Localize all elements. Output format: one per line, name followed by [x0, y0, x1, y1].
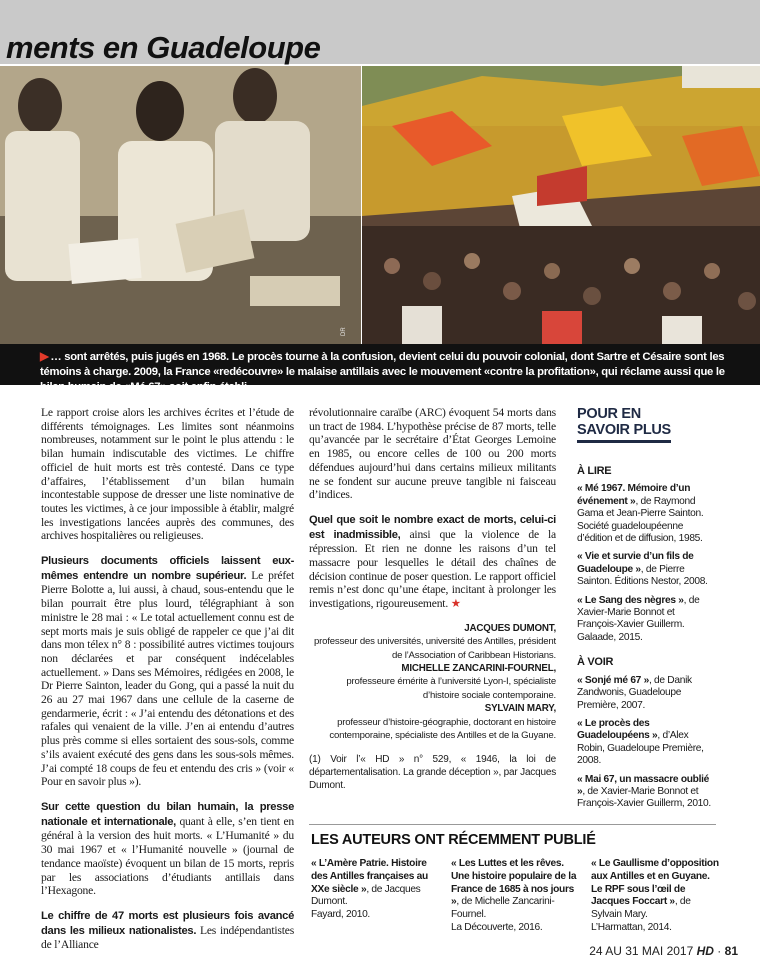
- paragraph-body: ainsi que la violence de la répression. Et rien ne donne les raisons d’un tel massacre pour lesquelles le détail des chaînes de décision continue de poser question. Le rapport officiel remis n’est donc qu’une étape, incitant à prolonger les investigations, rigoureusement.: [309, 527, 556, 611]
- book-publisher: L’Harmattan, 2014.: [591, 921, 672, 933]
- issue-date: 24 AU 31 MAI 2017: [589, 944, 694, 958]
- paragraph-body: Le préfet Pierre Bolotte a, lui aussi, à chaud, sous-entendu que le bilan pourrait être plus lourd, télégraphiant à son ministre le 28 mai : « Le total actuellement connu est de sept morts mais je suis obligé de rappeler ce que j’ai dit dans mon télex n° 8 : possibilité autres victimes toujours non déclarées et par conséquent indécelables actuellement. » Dans ses Mémoires, rédigées en 2008, le Dr Pierre Sainton, leader du Gong, qui a passé la nuit du 26 au 27 mai 1967 dans une cellule de la caserne de gendarmerie, écrit : « J’ai entendu des détonations et des rafales qui venaient de la ville. J’en ai entendu d’autres plus près comme si elles sortaient des sous-sols, comme s’ils avaient exécuté des gens dans les sous-sols mêmes. J’ai compté 18 coups de feu et entendu des cris » (voir « Pour en savoir plus »).: [41, 568, 294, 789]
- paragraph-body: Les indépendantistes de l’Alliance: [41, 923, 295, 952]
- book-title: « Le Gaullisme d’opposition aux Antilles et en Guyane. Le RPF sous l’œil de Jacques Foccart »: [591, 858, 719, 908]
- archive-photo-illustration: [0, 66, 361, 344]
- author-name: MICHELLE ZANCARINI-FOURNEL,: [401, 663, 556, 675]
- author-role: professeure émérite à l’université Lyon-I, spécialiste d’histoire sociale contemporaine.: [346, 676, 556, 701]
- item-title: « Vie et survie d’un fils de Guadeloupe »: [577, 551, 694, 575]
- list-item: [577, 718, 714, 768]
- book-publisher: Fayard, 2010.: [311, 909, 370, 921]
- book-entry: [451, 858, 583, 935]
- list-item: [577, 774, 714, 811]
- end-star-icon: ★: [450, 597, 461, 611]
- paragraph-lead: Plusieurs documents officiels laissent eux-mêmes entendre un nombre supérieur.: [41, 555, 294, 582]
- item-details: , de Raymond Gama et Jean-Pierre Sainton. Société guadeloupéenne d’édition et de diffusion, 1985.: [577, 495, 704, 545]
- list-item: [577, 483, 714, 545]
- paragraph-body: quant à elle, s’en tient en général à la version des huit morts. « L’Humanité » du 30 mai 1967 et « l’Humanité nouvelle » (journal de tendance maoïste) évoquent un bilan de 15 morts, repris par les associations d’étudiants antillais dans l’Hexagone.: [41, 814, 294, 898]
- author-role: professeur d’histoire-géographie, doctorant en histoire contemporaine, spécialiste des Antilles et de la Guyane.: [329, 716, 556, 742]
- author-name: JACQUES DUMONT,: [464, 622, 556, 634]
- book-title: « L’Amère Patrie. Histoire des Antilles françaises au XXe siècle »: [311, 858, 428, 895]
- item-title: « Mai 67, un massacre oublié »: [577, 773, 710, 797]
- crowd-photo-illustration: [362, 66, 760, 344]
- paragraph-lead: Quel que soit le nombre exact de morts, celui-ci est inadmissible,: [309, 513, 556, 541]
- article-headline: ments en Guadeloupe: [6, 30, 321, 65]
- footnote: (1) Voir l’« HD » n° 529, « 1946, la loi de départementalisation. La grande déception », par Jacques Dumont.: [309, 753, 556, 791]
- paragraph: [41, 800, 294, 898]
- crowd-photo: [362, 66, 760, 344]
- author-name: SYLVAIN MARY,: [484, 703, 556, 715]
- list-item: [577, 551, 714, 588]
- book-author: , de Jacques Dumont.: [311, 883, 421, 908]
- read-heading: À LIRE: [577, 465, 612, 477]
- section-divider: [309, 824, 716, 825]
- book-title: « Les Luttes et les rêves. Une histoire populaire de la France de 1685 à nos jours »: [451, 858, 577, 908]
- item-details: , de Pierre Sainton. Éditions Nestor, 2008.: [577, 563, 708, 588]
- paragraph: [41, 909, 294, 952]
- sidebar-title: [577, 406, 671, 443]
- sidebar-title-line: POUR EN: [577, 406, 641, 422]
- paragraph-lead: Sur cette question du bilan humain, la presse nationale et internationale,: [41, 800, 294, 828]
- item-title: « Sonjé mé 67 »: [577, 674, 649, 686]
- paragraph-lead: Le chiffre de 47 morts est plusieurs fois avancé dans les milieux nationalistes.: [41, 909, 294, 937]
- paragraph: révolutionnaire caraïbe (ARC) évoquent 54 morts dans un tract de 1984. L’hypothèse précise de 87 morts, telle qu’avancée par le secrétaire d’État Georges Lemoine en 1985, ou encore celles de 100 ou 200 morts défendues aujourd’hui dans certains milieux militants ne se fondent sur aucune preuve tangible ni faisceau d’indices.: [309, 406, 556, 502]
- item-title: « Mé 1967. Mémoire d’un événement »: [577, 483, 691, 507]
- list-item: [577, 675, 714, 712]
- author-signatures: [309, 622, 556, 743]
- sidebar-title-line: SAVOIR PLUS: [577, 422, 671, 438]
- book-entry: [311, 858, 443, 922]
- authors-section-title: LES AUTEURS ONT RÉCEMMENT PUBLIÉ: [311, 832, 596, 848]
- paragraph: Le rapport croise alors les archives écrites et l’étude de différents témoignages. Les limites sont néanmoins nombreuses, notamment sur le point le plus attendu : le bilan humain indiscutable des victimes. Le chiffre officiel de huit morts est très contesté. Dans ce type d’affaires, l’établissement d’un bilan humain incontestable suppose de dresser une liste nominative de toutes les victimes, à ce jour impossible à établir, malgré les investigations lancées auprès des communes, des archives hospitalières ou religieuses.: [41, 406, 294, 543]
- author-role: professeur des universités, université des Antilles, président de l’Association of Caribbean Historians.: [314, 636, 556, 661]
- item-title: « Le Sang des nègres »: [577, 594, 684, 606]
- sidebar-further-reading: [577, 406, 714, 817]
- caption-text: … sont arrêtés, puis jugés en 1968. Le procès tourne à la confusion, devient celui du pouvoir colonial, dont Sartre et Césaire sont les témoins à charge. 2009, la France «redécouvre» le malaise antillais avec le mouvement «contre la profitation», qui réclame aussi que le bilan humain de «Mé 67» soit enfin établi.: [40, 351, 725, 393]
- magazine-name: HD: [696, 944, 714, 958]
- page-folio: [589, 944, 738, 958]
- item-title: « Le procès des Guadeloupéens »: [577, 717, 658, 742]
- book-entry: [591, 858, 723, 935]
- list-item: [577, 595, 714, 645]
- article-column-1: [41, 406, 294, 963]
- photo-credit: DR: [341, 327, 347, 336]
- paragraph: [41, 554, 294, 789]
- photo-caption: [40, 350, 752, 395]
- item-details: , de Danik Zandwonis, Guadeloupe Première, 2007.: [577, 674, 692, 711]
- paragraph: [309, 513, 556, 611]
- item-details: , de Xavier-Marie Bonnot et François-Xavier Guillerm, 2010.: [577, 785, 711, 810]
- caption-marker-icon: ▶: [40, 351, 49, 363]
- archive-photo: [0, 66, 361, 344]
- folio-separator: ·: [713, 944, 725, 958]
- book-publisher: La Découverte, 2016.: [451, 921, 543, 933]
- item-details: , d’Alex Robin, Guadeloupe Première, 2008.: [577, 730, 704, 767]
- book-author: , de Sylvain Mary.: [591, 896, 691, 921]
- item-details: , de Xavier-Marie Bonnot et François-Xavier Guillerm. Galaade, 2015.: [577, 594, 700, 643]
- book-author: , de Michelle Zancarini-Fournel.: [451, 896, 555, 921]
- watch-heading: À VOIR: [577, 656, 614, 669]
- article-column-2: [309, 406, 556, 792]
- page-number: 81: [724, 944, 738, 958]
